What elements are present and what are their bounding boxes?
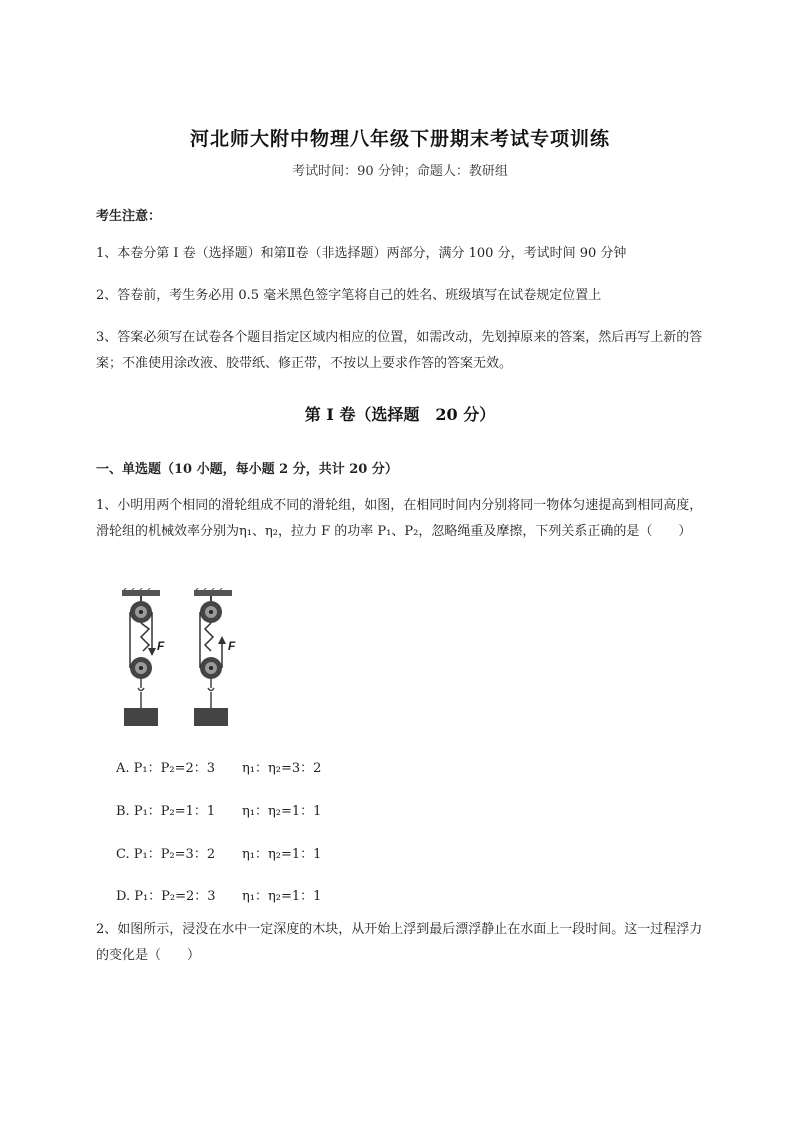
pulley-system-figure bbox=[110, 588, 260, 730]
option-c-efficiency: η₁：η₂=1：1 bbox=[242, 847, 322, 862]
right-weight-icon bbox=[194, 708, 228, 726]
option-c[interactable] bbox=[116, 843, 322, 862]
option-d-efficiency: η₁：η₂=1：1 bbox=[242, 889, 322, 904]
right-fixed-pulley-icon bbox=[200, 596, 222, 623]
option-b[interactable] bbox=[116, 800, 322, 819]
left-ceiling-icon bbox=[122, 588, 160, 596]
option-a[interactable] bbox=[116, 757, 322, 776]
part-heading: 一、单选题（10 小题，每小题 2 分，共计 20 分） bbox=[96, 462, 398, 477]
page-title: 河北师大附中物理八年级下册期末考试专项训练 bbox=[189, 128, 610, 150]
right-ceiling-icon bbox=[194, 588, 232, 596]
left-movable-pulley-icon bbox=[130, 657, 152, 708]
notice-item-3: 3、答案必须写在试卷各个题目指定区域内相应的位置，如需改动，先划掉原来的答案，然后再写上新的答案；不准使用涂改液、胶带纸、修正带，不按以上要求作答的答案无效。 bbox=[96, 330, 703, 371]
option-b-power: B. P₁：P₂=1：1 bbox=[116, 804, 216, 819]
left-weight-icon bbox=[124, 708, 158, 726]
question-2-text: 2、如图所示，浸没在水中一定深度的木块，从开始上浮到最后漂浮静止在水面上一段时间。这一过程浮力的变化是（ ） bbox=[96, 922, 703, 963]
notice-heading: 考生注意： bbox=[96, 209, 162, 224]
notice-item-2: 2、答卷前，考生务必用 0.5 毫米黑色签字笔将自己的姓名、班级填写在试卷规定位置上 bbox=[96, 288, 602, 303]
notice-item-1: 1、本卷分第 I 卷（选择题）和第Ⅱ卷（非选择题）两部分，满分 100 分，考试时间 90 分钟 bbox=[96, 246, 627, 261]
option-a-power: A. P₁：P₂=2：3 bbox=[116, 761, 216, 776]
page-subtitle: 考试时间：90 分钟；命题人：教研组 bbox=[292, 164, 508, 179]
option-d-power: D. P₁：P₂=2：3 bbox=[116, 889, 216, 904]
option-d[interactable] bbox=[116, 885, 322, 904]
question-1-text: 1、小明用两个相同的滑轮组成不同的滑轮组，如图，在相同时间内分别将同一物体匀速提高到相同高度，滑轮组的机械效率分别为η₁、η₂，拉力 F 的功率 P₁、P₂，忽略绳重及摩擦，下列关系正确的是（ ） bbox=[96, 498, 703, 539]
right-movable-pulley-icon bbox=[200, 657, 222, 708]
option-b-efficiency: η₁：η₂=1：1 bbox=[242, 804, 322, 819]
left-fixed-pulley-icon bbox=[130, 596, 152, 623]
option-a-efficiency: η₁：η₂=3：2 bbox=[242, 761, 322, 776]
section-title: 第 I 卷（选择题 20 分） bbox=[304, 405, 496, 424]
left-force-label: F bbox=[157, 639, 165, 653]
right-force-label: F bbox=[228, 639, 236, 653]
option-c-power: C. P₁：P₂=3：2 bbox=[116, 847, 216, 862]
